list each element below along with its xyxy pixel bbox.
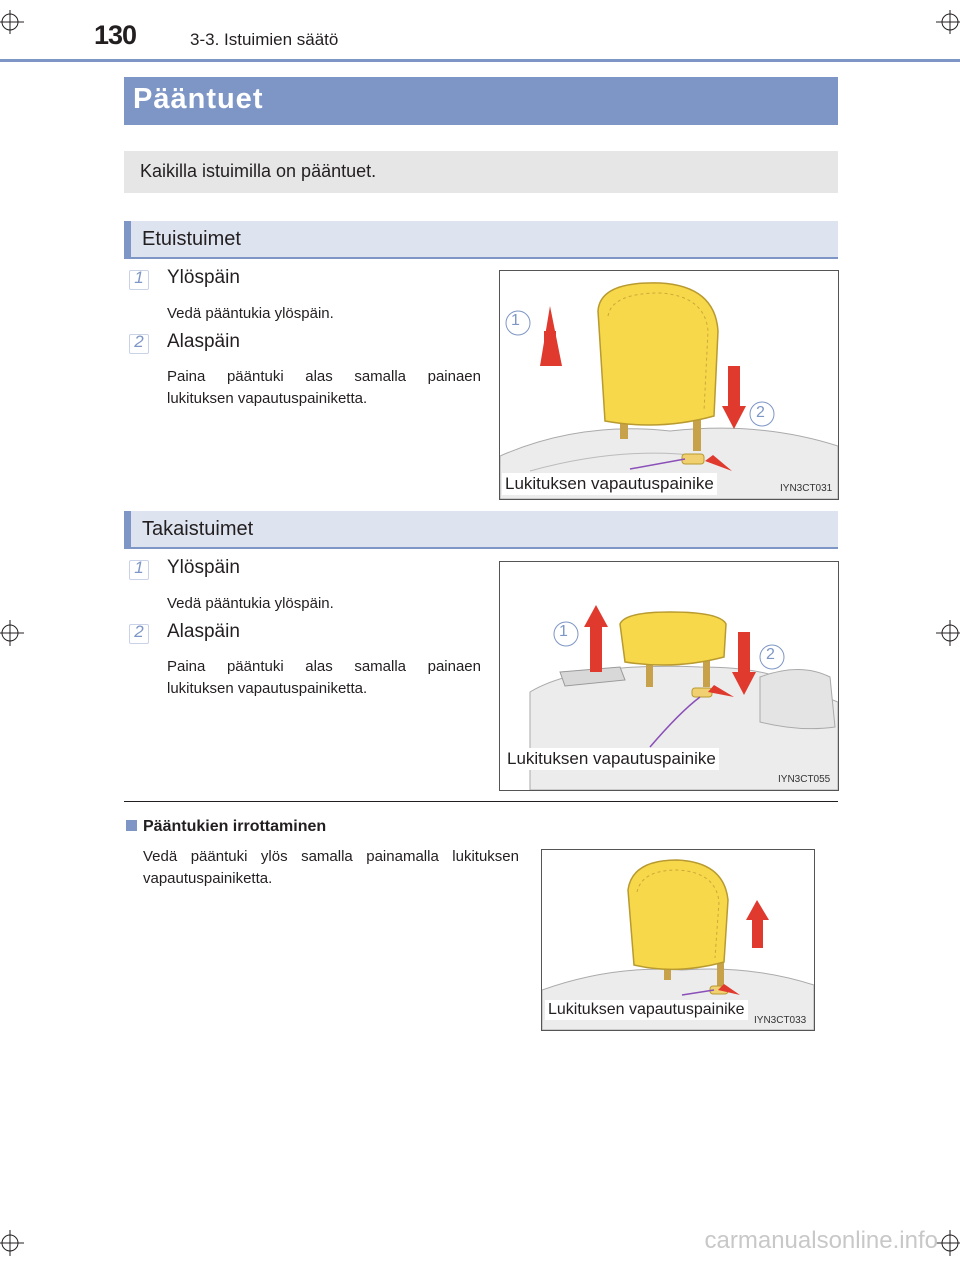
item-title: Alaspäin (167, 621, 240, 642)
section-heading-text: Takaistuimet (142, 518, 254, 540)
callout-1: 1 (511, 312, 520, 329)
removal-text: Vedä pääntuki ylös samalla painamalla lukituksen vapautuspainiketta. (143, 848, 519, 887)
watermark: carmanualsonline.info (704, 1227, 938, 1254)
item-number: 1 (128, 268, 150, 288)
item-description: Vedä pääntukia ylöspäin. (167, 595, 334, 612)
item-number: 2 (128, 332, 150, 352)
figure-label: Lukituksen vapautuspainike (545, 1000, 748, 1020)
page-title-bar (124, 77, 838, 125)
section-heading-front (124, 221, 838, 259)
figure-label: Lukituksen vapautuspainike (502, 473, 717, 495)
removal-heading-text: Pääntukien irrottaminen (143, 818, 327, 835)
item-description: Vedä pääntukia ylöspäin. (167, 305, 334, 322)
figure-code: IYN3CT033 (754, 1015, 807, 1026)
item-description: Paina pääntuki alas samalla painaen lukituksen vapautuspainiketta. (167, 658, 481, 697)
callout-2: 2 (756, 404, 765, 421)
item-title: Ylöspäin (167, 557, 240, 578)
item-title: Alaspäin (167, 331, 240, 352)
item-number: 2 (128, 622, 150, 642)
intro-text: Kaikilla istuimilla on pääntuet. (140, 161, 377, 181)
header-rule (0, 59, 960, 62)
intro-box (124, 151, 838, 193)
removal-heading (126, 818, 326, 836)
square-bullet-icon (126, 820, 137, 831)
removal-headrest-figure (541, 849, 815, 1031)
callout-2: 2 (766, 646, 775, 663)
item-title: Ylöspäin (167, 267, 240, 288)
page-title: Pääntuet (133, 83, 264, 115)
figure-code: IYN3CT031 (780, 483, 833, 494)
section-heading-rear (124, 511, 838, 549)
item-number: 1 (128, 558, 150, 578)
callout-1: 1 (559, 623, 568, 640)
chapter-title: 3-3. Istuimien säätö (190, 30, 339, 49)
page-number: 130 (94, 20, 137, 50)
section-divider (124, 801, 838, 802)
item-description: Paina pääntuki alas samalla painaen lukituksen vapautuspainiketta. (167, 368, 481, 407)
figure-code: IYN3CT055 (778, 774, 831, 785)
front-headrest-illustration (500, 271, 838, 499)
rear-headrest-figure (499, 561, 839, 791)
section-heading-text: Etuistuimet (142, 228, 241, 250)
front-headrest-figure (499, 270, 839, 500)
figure-label: Lukituksen vapautuspainike (504, 748, 719, 770)
